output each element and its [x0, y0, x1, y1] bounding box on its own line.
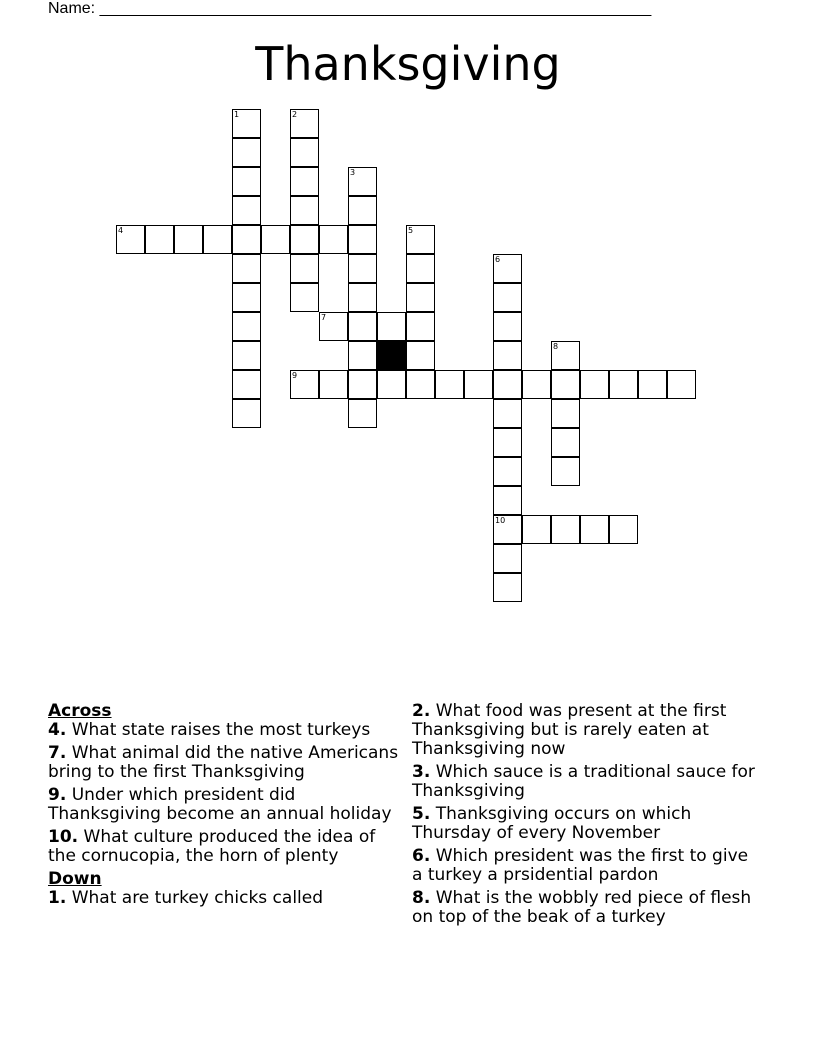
grid-cell[interactable] — [406, 312, 435, 341]
clue-across-7 — [48, 744, 406, 782]
grid-cell[interactable] — [232, 399, 261, 428]
grid-cell[interactable] — [406, 370, 435, 399]
grid-cell[interactable] — [609, 515, 638, 544]
grid-cell[interactable] — [406, 341, 435, 370]
grid-cell[interactable] — [348, 341, 377, 370]
grid-cell[interactable] — [348, 283, 377, 312]
cell-number: 8 — [553, 342, 559, 351]
cell-number: 4 — [118, 226, 124, 235]
grid-cell[interactable] — [638, 370, 667, 399]
grid-cell[interactable] — [435, 370, 464, 399]
grid-cell[interactable] — [232, 370, 261, 399]
grid-cell[interactable] — [348, 399, 377, 428]
clue-across-10 — [48, 828, 406, 866]
grid-cell[interactable] — [348, 312, 377, 341]
grid-cell[interactable] — [522, 515, 551, 544]
clue-text: What is the wobbly red piece of flesh on top of the beak of a turkey — [412, 888, 752, 927]
grid-cell[interactable] — [232, 196, 261, 225]
grid-cell[interactable] — [493, 399, 522, 428]
grid-cell[interactable] — [493, 544, 522, 573]
grid-cell[interactable] — [290, 225, 319, 254]
grid-cell[interactable] — [493, 428, 522, 457]
clue-text: What are turkey chicks called — [71, 888, 324, 908]
grid-cell[interactable] — [609, 370, 638, 399]
clues-column-right — [412, 702, 757, 931]
cell-number: 7 — [321, 313, 327, 322]
across-heading: Across — [48, 701, 112, 721]
cell-number: 2 — [292, 110, 298, 119]
grid-cell[interactable] — [493, 486, 522, 515]
grid-cell[interactable] — [174, 225, 203, 254]
clue-text: What food was present at the first Thanksgiving but is rarely eaten at Thanksgiving now — [412, 701, 727, 759]
grid-cell[interactable] — [493, 573, 522, 602]
clue-down-1 — [48, 889, 406, 908]
clue-text: What animal did the native Americans bring to the first Thanksgiving — [48, 743, 399, 782]
cell-number: 5 — [408, 226, 414, 235]
clue-number: 9. — [48, 785, 67, 805]
grid-cell[interactable] — [493, 341, 522, 370]
clue-down-2 — [412, 702, 757, 759]
grid-cell[interactable] — [203, 225, 232, 254]
grid-cell[interactable] — [145, 225, 174, 254]
clue-number: 3. — [412, 762, 431, 782]
grid-cell[interactable] — [377, 312, 406, 341]
grid-cell[interactable] — [551, 370, 580, 399]
puzzle-title: Thanksgiving — [255, 37, 561, 91]
clue-down-6 — [412, 847, 757, 885]
grid-cell[interactable] — [348, 254, 377, 283]
grid-cell[interactable] — [493, 283, 522, 312]
grid-cell[interactable] — [232, 283, 261, 312]
grid-cell[interactable] — [261, 225, 290, 254]
grid-cell[interactable] — [290, 370, 319, 399]
clue-down-8 — [412, 889, 757, 927]
clue-number: 4. — [48, 720, 67, 740]
grid-cell[interactable] — [493, 457, 522, 486]
grid-cell[interactable] — [232, 167, 261, 196]
grid-cell[interactable] — [493, 254, 522, 283]
clue-number: 7. — [48, 743, 67, 763]
grid-cell[interactable] — [319, 370, 348, 399]
cell-number: 1 — [234, 110, 240, 119]
clue-text: Which president was the first to give a turkey a prsidential pardon — [412, 846, 749, 885]
clue-text: Thanksgiving occurs on which Thursday of every November — [412, 804, 692, 843]
grid-cell[interactable] — [551, 457, 580, 486]
grid-cell[interactable] — [232, 225, 261, 254]
grid-cell[interactable] — [493, 515, 522, 544]
grid-cell[interactable] — [290, 196, 319, 225]
grid-cell[interactable] — [493, 312, 522, 341]
grid-cell[interactable] — [580, 370, 609, 399]
grid-cell[interactable] — [290, 167, 319, 196]
grid-cell[interactable] — [348, 196, 377, 225]
name-field-line[interactable]: Name: ______________________________________________________________ — [48, 0, 652, 17]
grid-cell[interactable] — [406, 254, 435, 283]
clue-text: Which sauce is a traditional sauce for Thanksgiving — [412, 762, 755, 801]
grid-cell[interactable] — [348, 167, 377, 196]
clue-number: 8. — [412, 888, 431, 908]
clue-number: 6. — [412, 846, 431, 866]
grid-cell[interactable] — [580, 515, 609, 544]
grid-cell[interactable] — [464, 370, 493, 399]
grid-cell[interactable] — [551, 341, 580, 370]
cell-number: 3 — [350, 168, 356, 177]
clue-text: What state raises the most turkeys — [71, 720, 371, 740]
clues-column-left — [48, 702, 406, 912]
grid-cell[interactable] — [551, 428, 580, 457]
grid-cell[interactable] — [667, 370, 696, 399]
grid-block-cell — [377, 341, 406, 370]
clue-number: 10. — [48, 827, 79, 847]
grid-cell[interactable] — [232, 341, 261, 370]
grid-cell[interactable] — [116, 225, 145, 254]
cell-number: 10 — [495, 516, 506, 525]
grid-cell[interactable] — [232, 109, 261, 138]
grid-cell[interactable] — [522, 370, 551, 399]
grid-cell[interactable] — [232, 254, 261, 283]
grid-cell[interactable] — [319, 225, 348, 254]
clue-down-5 — [412, 805, 757, 843]
grid-cell[interactable] — [551, 399, 580, 428]
grid-cell[interactable] — [348, 370, 377, 399]
clue-text: Under which president did Thanksgiving become an annual holiday — [48, 785, 392, 824]
clue-number: 1. — [48, 888, 67, 908]
grid-cell[interactable] — [493, 370, 522, 399]
clue-across-4 — [48, 721, 406, 740]
grid-cell[interactable] — [232, 138, 261, 167]
down-heading: Down — [48, 869, 102, 889]
clue-across-9 — [48, 786, 406, 824]
grid-cell[interactable] — [377, 370, 406, 399]
grid-cell[interactable] — [290, 138, 319, 167]
grid-cell[interactable] — [232, 312, 261, 341]
grid-cell[interactable] — [290, 109, 319, 138]
cell-number: 6 — [495, 255, 501, 264]
clue-number: 5. — [412, 804, 431, 824]
cell-number: 9 — [292, 371, 298, 380]
clue-number: 2. — [412, 701, 431, 721]
clue-text: What culture produced the idea of the cornucopia, the horn of plenty — [48, 827, 376, 866]
grid-cell[interactable] — [348, 225, 377, 254]
grid-cell[interactable] — [551, 515, 580, 544]
grid-cell[interactable] — [290, 254, 319, 283]
clue-down-3 — [412, 763, 757, 801]
grid-cell[interactable] — [319, 312, 348, 341]
grid-cell[interactable] — [406, 225, 435, 254]
grid-cell[interactable] — [290, 283, 319, 312]
grid-cell[interactable] — [406, 283, 435, 312]
